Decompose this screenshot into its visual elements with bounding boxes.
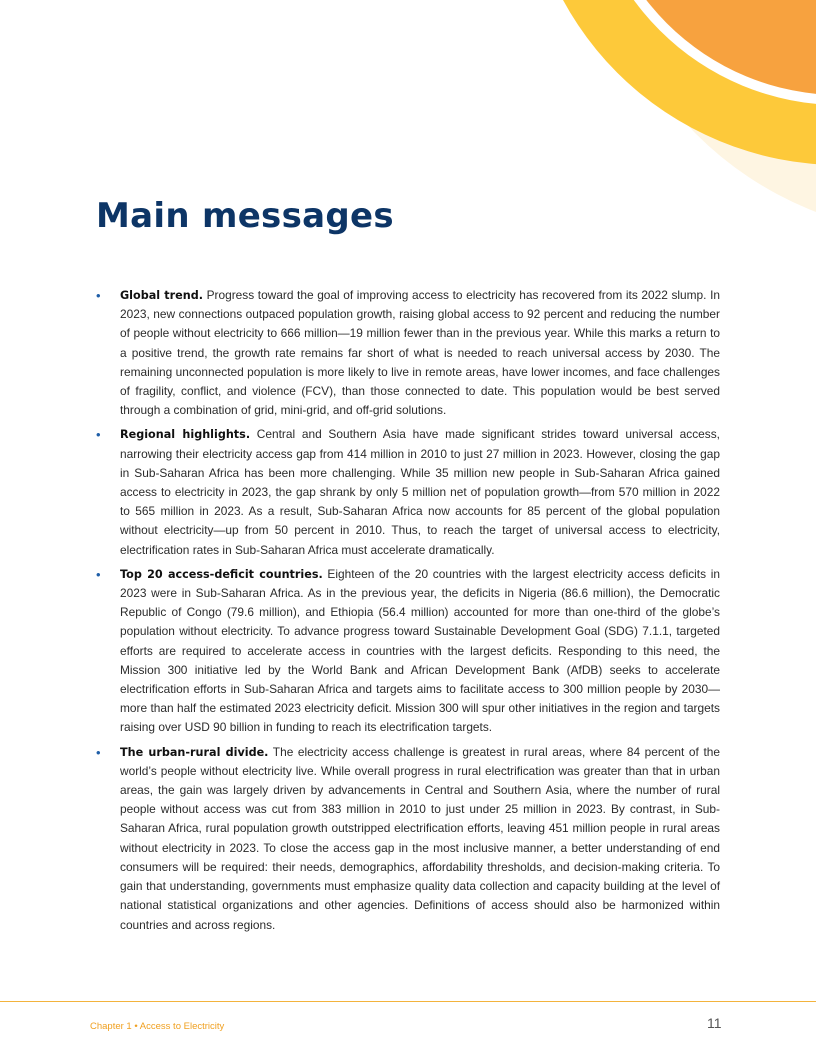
page-title: Main messages: [96, 196, 394, 236]
bullet-urban-rural-divide: [96, 743, 720, 935]
bullet-regional-highlights: [96, 425, 720, 559]
bullet-lead: Global trend.: [120, 289, 203, 302]
bullet-icon: •: [96, 744, 101, 760]
bullet-lead: Regional highlights.: [120, 428, 251, 442]
bullet-text: Central and Southern Asia have made significant strides toward universal access, narrowing their electricity access gap from 414 million in 2010 to just 27 million in 2023. However, closing the gap in Sub-Saharan Africa has been more challenging. While 35 million new people in Sub-Saharan Africa gained access to electricity in 2023, the gap shrank by only 5 million net of population growth—from 570 million in 2022 to 565 million in 2023. As a result, Sub-Saharan Africa now accounts for 85 percent of the global population without electricity—up from 50 percent in 2010. Thus, to reach the target of universal access to electricity, electrification rates in Sub-Saharan Africa must accelerate dramatically.: [120, 427, 720, 557]
bullet-text: The electricity access challenge is greatest in rural areas, where 84 percent of the world’s people without electricity live. While overall progress in rural electrification was greater than that in urban areas, the gain was largely driven by advancements in Central and Southern Asia, where the number of rural people without access was cut from 383 million in 2010 to just under 25 million in 2023. By contrast, in Sub-Saharan Africa, rural population growth outstripped electrification efforts, leaving 451 million people in rural areas without electricity in 2023. To close the access gap in the most inclusive manner, a better understanding of end consumers will be required: their needs, demographics, affordability thresholds, and decision-making criteria. To gain that understanding, governments must emphasize quality data collection and capacity building at the level of national statistical organizations and other agencies. Definitions of access should also be harmonized within countries and across regions.: [120, 744, 720, 932]
bullet-text: Progress toward the goal of improving access to electricity has recovered from its 2022 slump. In 2023, new connections outpaced population growth, raising global access to 92 percent and reducing the number of people without electricity to 666 million—19 million fewer than in the previous year. While this marks a return to a positive trend, the growth rate remains far short of what is needed to reach universal access by 2030. The remaining unconnected population is more likely to live in remote areas, have lower incomes, and face challenges of fragility, conflict, and violence (FCV), than those connected to date. This population would be best served through a combination of grid, mini-grid, and off-grid solutions.: [120, 288, 720, 418]
bullet-lead: The urban-rural divide.: [120, 745, 269, 759]
bullet-icon: •: [96, 566, 101, 582]
main-messages-list: [96, 286, 720, 940]
bullet-lead: Top 20 access-deficit countries.: [120, 567, 323, 581]
bullet-icon: •: [96, 288, 101, 303]
page-number: 11: [707, 1015, 722, 1031]
footer-chapter-label: Chapter 1 • Access to Electricity: [90, 1021, 225, 1032]
bullet-top-20-countries: [96, 565, 720, 738]
footer-rule: [0, 1001, 816, 1002]
bullet-global-trend: [96, 286, 720, 420]
bullet-text: Eighteen of the 20 countries with the largest electricity access deficits in 2023 were in Sub-Saharan Africa. As in the previous year, the deficits in Nigeria (86.6 million), the Democratic Republic of Congo (79.6 million), and Ethiopia (56.4 million) accounted for more than one-third of the globe’s population without electricity. To advance progress toward Sustainable Development Goal (SDG) 7.1.1, targeted efforts are required to accelerate access in countries with the largest deficits. Responding to this need, the Mission 300 initiative led by the World Bank and African Development Bank (AfDB) seeks to accelerate electrification efforts in Sub-Saharan Africa and targets aims to facilitate access to 300 million people by 2030—more than half the estimated 2023 electricity deficit. Mission 300 will spur other initiatives in the region and targets raising over USD 90 billion in funding to reach its electrification targets.: [120, 566, 720, 735]
bullet-icon: •: [96, 427, 101, 443]
